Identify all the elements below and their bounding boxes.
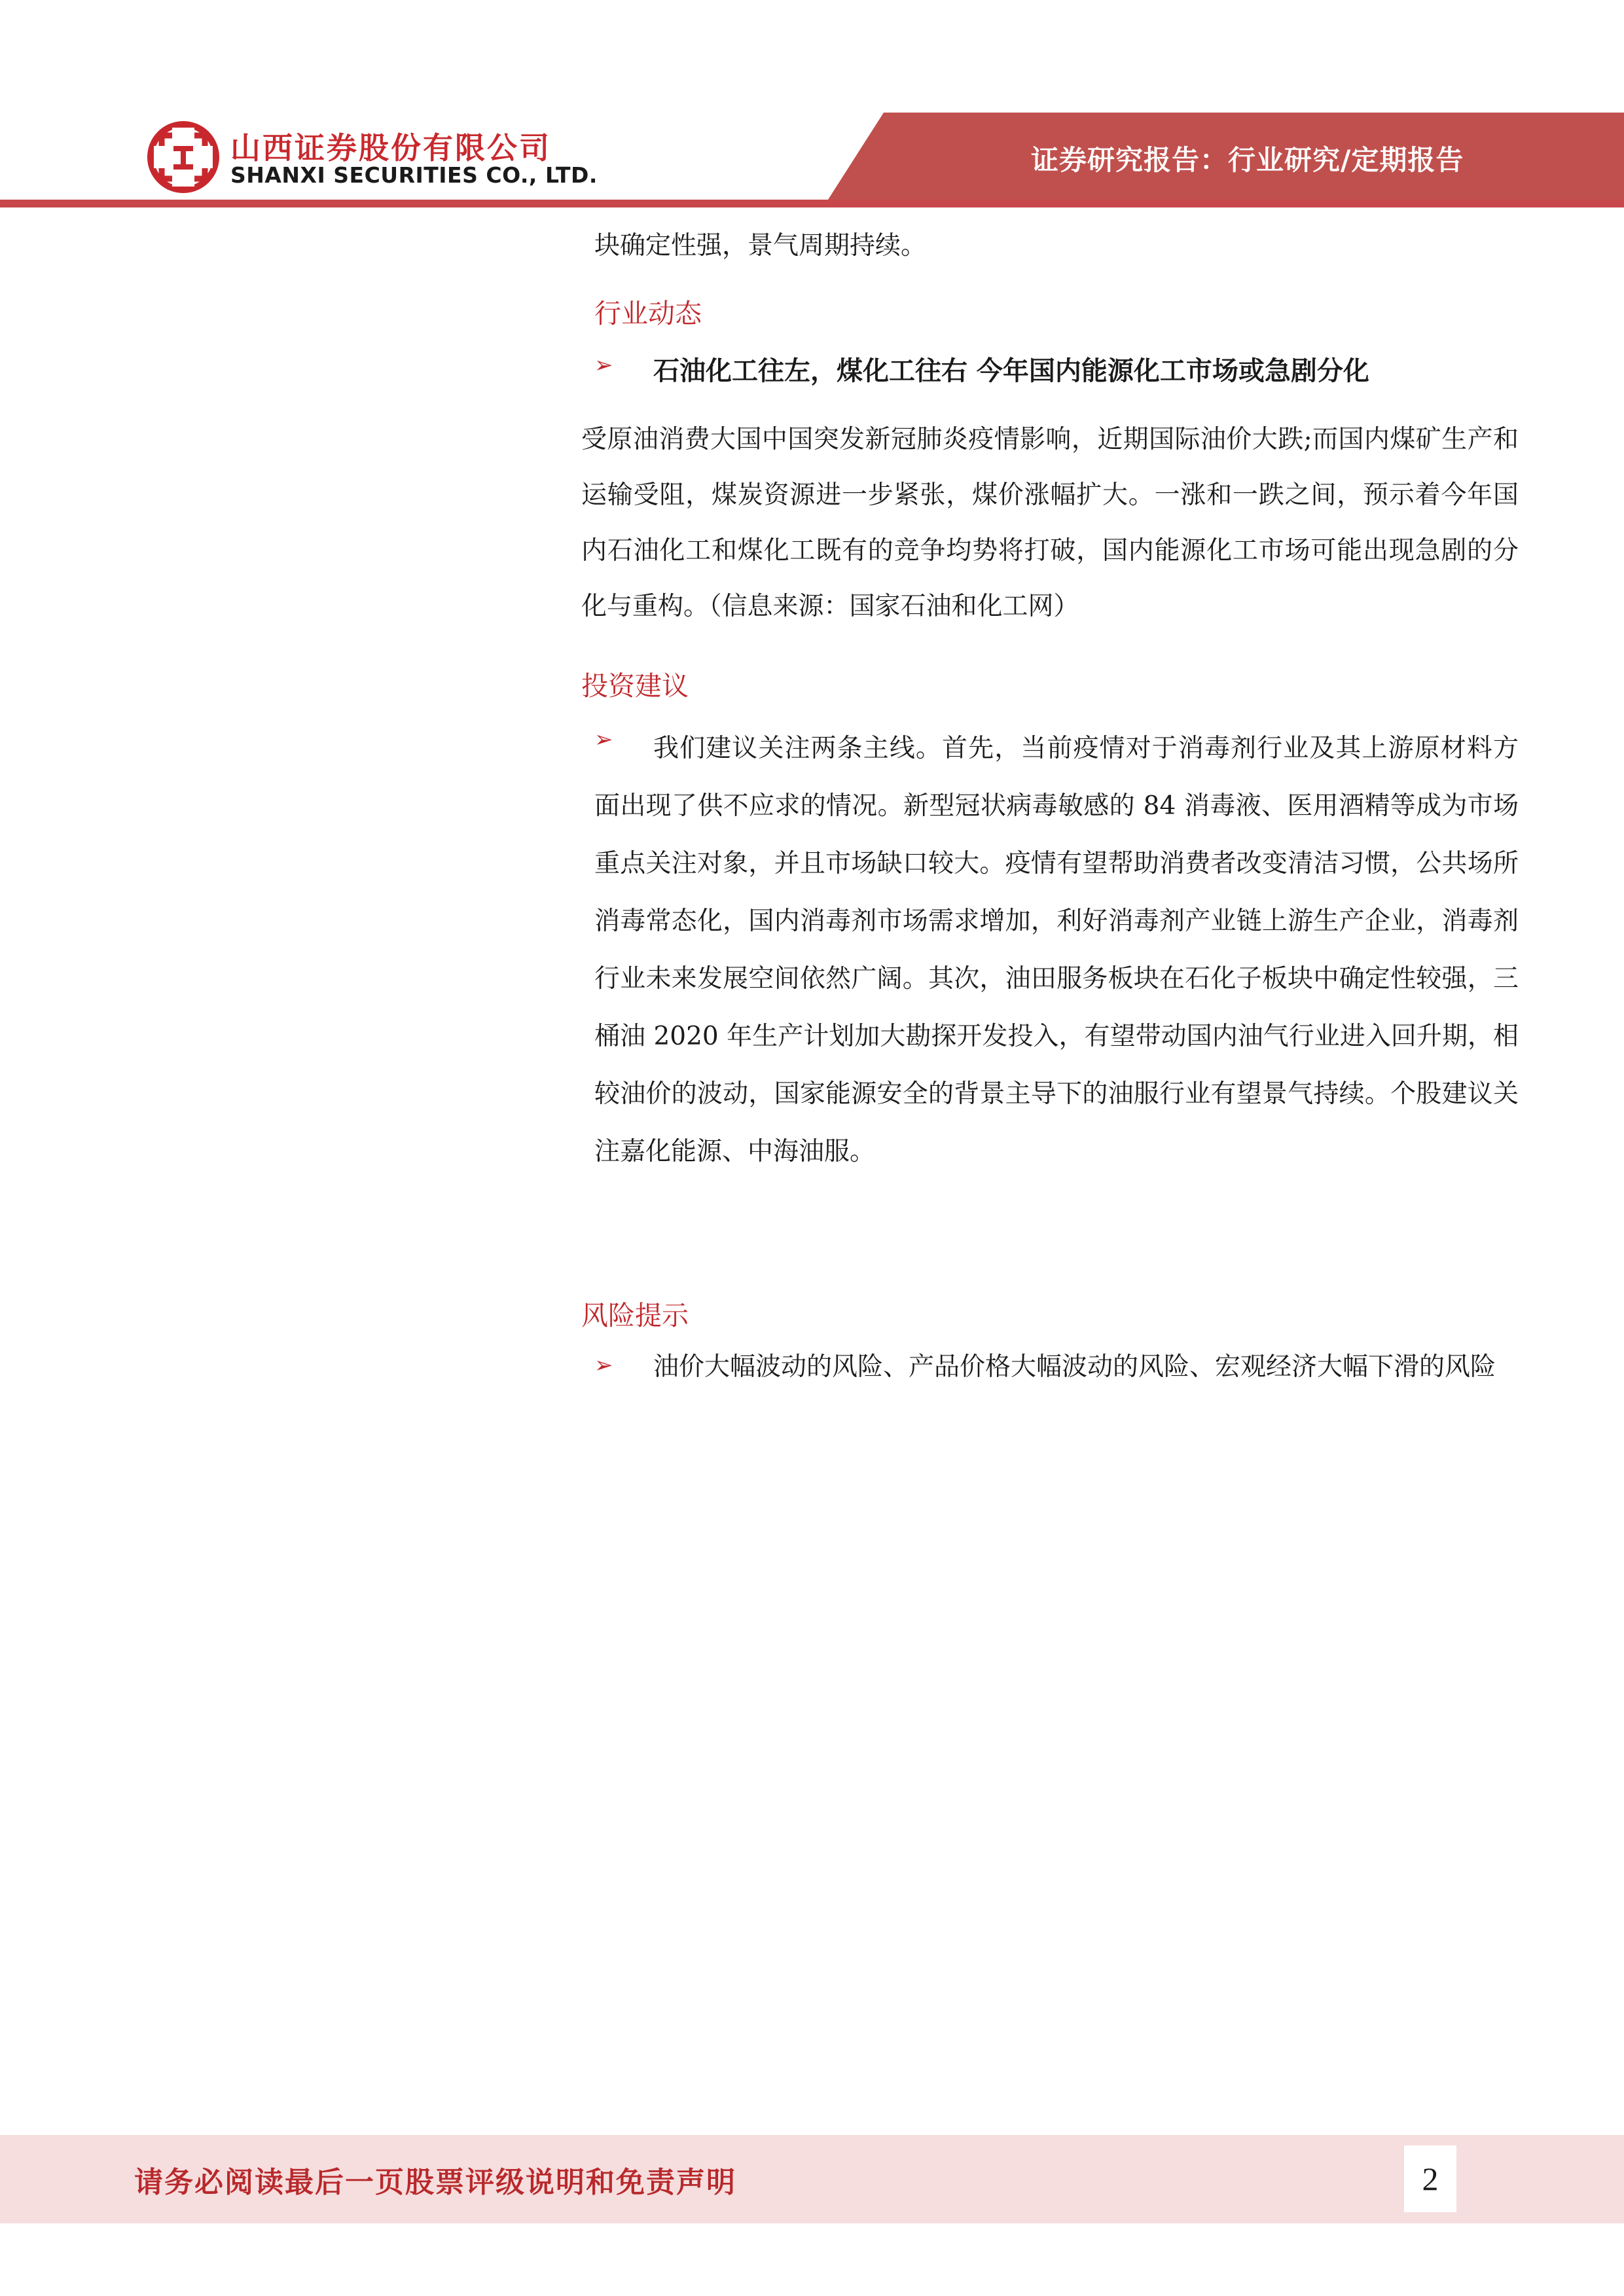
risk-paragraph: 油价大幅波动的风险、产品价格大幅波动的风险、宏观经济大幅下滑的风险 <box>653 1352 1496 1382</box>
page-number: 2 <box>1404 2145 1456 2212</box>
report-type: 证券研究报告：行业研究/定期报告 <box>1031 144 1464 176</box>
company-name-en: SHANXI SECURITIES CO., LTD. <box>230 162 598 188</box>
section-heading-invest: 投资建议 <box>581 670 689 702</box>
shanxi-securities-logo-icon <box>147 121 219 193</box>
bullet-arrow-icon: ➢ <box>594 1352 613 1378</box>
continuation-text: 块确定性强，景气周期持续。 <box>594 231 927 260</box>
section-heading-industry: 行业动态 <box>594 298 702 329</box>
bullet-arrow-icon: ➢ <box>594 726 613 753</box>
header-rule <box>0 200 1624 207</box>
news-paragraph: 受原油消费大国中国突发新冠肺炎疫情影响，近期国际油价大跌;而国内煤矿生产和运输受阻，煤炭资源进一步紧张，煤价涨幅扩大。一涨和一跌之间，预示着今年国内石油化工和煤化工既有的竞争均势将打破，国内能源化工市场可能出现急剧的分化与重构。（信息来源：国家石油和化工网） <box>581 425 1519 621</box>
bullet-arrow-icon: ➢ <box>594 352 613 378</box>
invest-suggestion-paragraph: 我们建议关注两条主线。首先，当前疫情对于消毒剂行业及其上游原材料方面出现了供不应求的情况。新型冠状病毒敏感的 84 消毒液、医用酒精等成为市场重点关注对象，并且市场缺口较大。疫情有望帮助消费者改变清洁习惯，公共场所消毒常态化，国内消毒剂市场需求增加，利好消毒剂产业链上游生产企业，消毒剂行业未来发展空间依然广阔。其次，油田服务板块在石化子板块中确定性较强，三桶油 2020 年生产计划加大勘探开发投入，有望带动国内油气行业进入回升期，相较油价的波动，国家能源安全的背景主导下的油服行业有望景气持续。个股建议关注嘉化能源、中海油服。 <box>594 734 1519 1166</box>
section-heading-risk: 风险提示 <box>581 1300 689 1331</box>
footer-disclaimer: 请务必阅读最后一页股票评级说明和免责声明 <box>134 2166 736 2199</box>
news-headline: 石油化工往左，煤化工往右 今年国内能源化工市场或急剧分化 <box>653 356 1369 386</box>
company-name-cn: 山西证券股份有限公司 <box>230 130 551 166</box>
